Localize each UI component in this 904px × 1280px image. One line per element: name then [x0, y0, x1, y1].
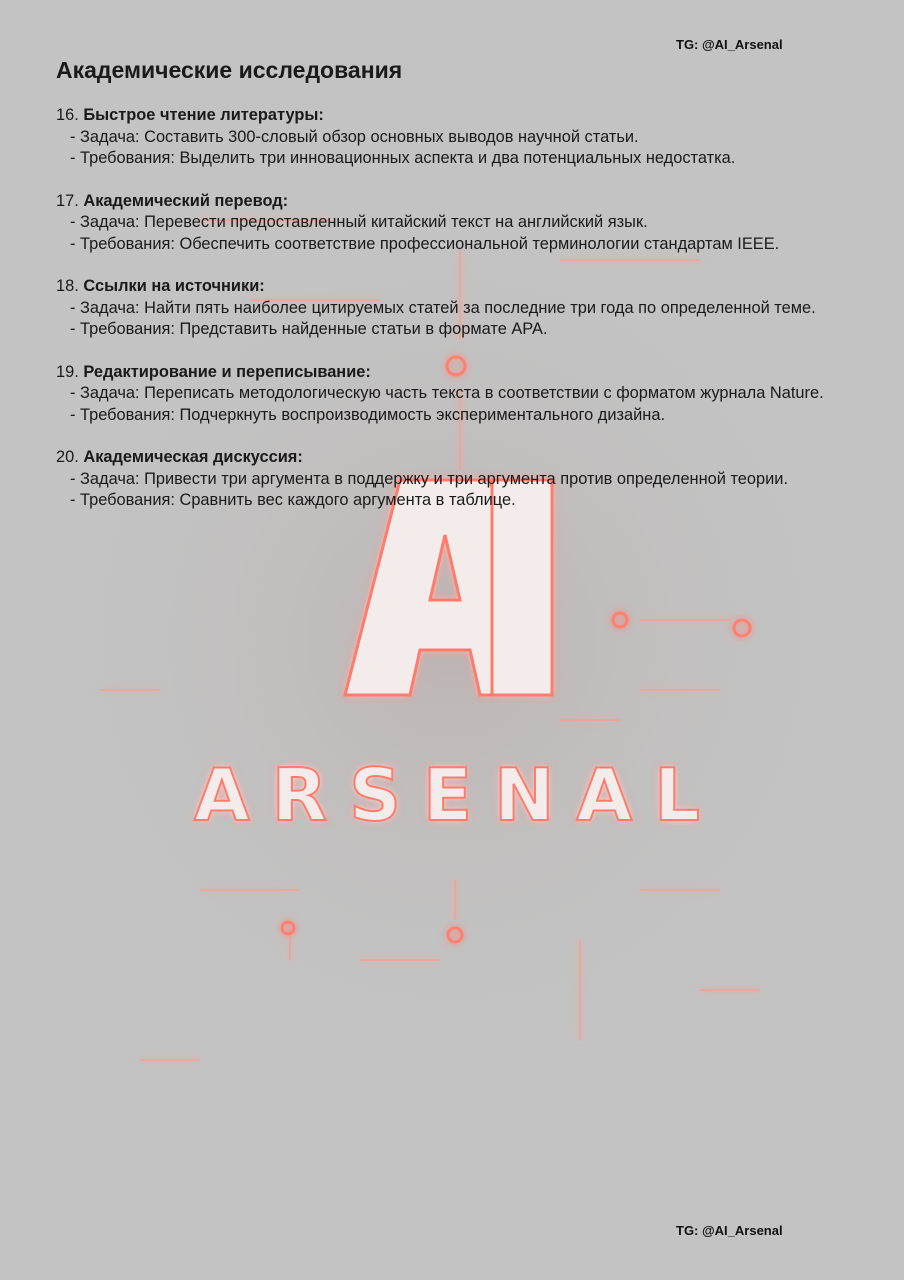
item-task-line: - Задача: Перевести предоставленный китайский текст на английский язык. [70, 213, 648, 231]
task-list [56, 105, 856, 533]
item-title: Быстрое чтение литературы: [83, 106, 324, 124]
list-item [56, 105, 856, 170]
item-task-line: - Задача: Составить 300-словый обзор основных выводов научной статьи. [70, 127, 639, 146]
list-item [56, 276, 856, 341]
page-title: Академические исследования [56, 57, 403, 83]
list-item [56, 447, 856, 512]
footer-telegram-handle: TG: @AI_Arsenal [676, 1223, 783, 1238]
item-number: 19. [56, 362, 79, 381]
item-title: Редактирование и переписывание: [83, 362, 371, 381]
item-number: 17. [56, 191, 79, 210]
item-task-line: - Задача: Переписать методологическую часть текста в соответствии с форматом журнала Nature. [70, 384, 824, 402]
item-title: Академический перевод: [83, 191, 289, 210]
watermark-arsenal-text: ARSENAL [193, 753, 723, 837]
item-requirements-line: - Требования: Выделить три инновационных аспекта и два потенциальных недостатка. [70, 149, 736, 167]
item-number: 16. [56, 106, 79, 124]
item-requirements-line: - Требования: Представить найденные статьи в формате APA. [70, 320, 548, 338]
item-requirements-line: - Требования: Обеспечить соответствие профессиональной терминологии стандартам IEEE. [70, 234, 780, 253]
item-number: 20. [56, 448, 79, 466]
item-number: 18. [56, 277, 79, 295]
header-telegram-handle: TG: @AI_Arsenal [676, 37, 783, 52]
item-title: Ссылки на источники: [83, 277, 265, 295]
item-task-line: - Задача: Привести три аргумента в поддержку и три аргумента против определенной теории. [70, 469, 789, 488]
list-item [56, 191, 856, 256]
item-requirements-line: - Требования: Сравнить вес каждого аргумента в таблице. [70, 491, 516, 509]
item-title: Академическая дискуссия: [83, 448, 303, 466]
item-requirements-line: - Требования: Подчеркнуть воспроизводимость экспериментального дизайна. [70, 405, 665, 424]
list-item [56, 362, 856, 427]
item-task-line: - Задача: Найти пять наиболее цитируемых статей за последние три года по определенной теме. [70, 298, 816, 317]
